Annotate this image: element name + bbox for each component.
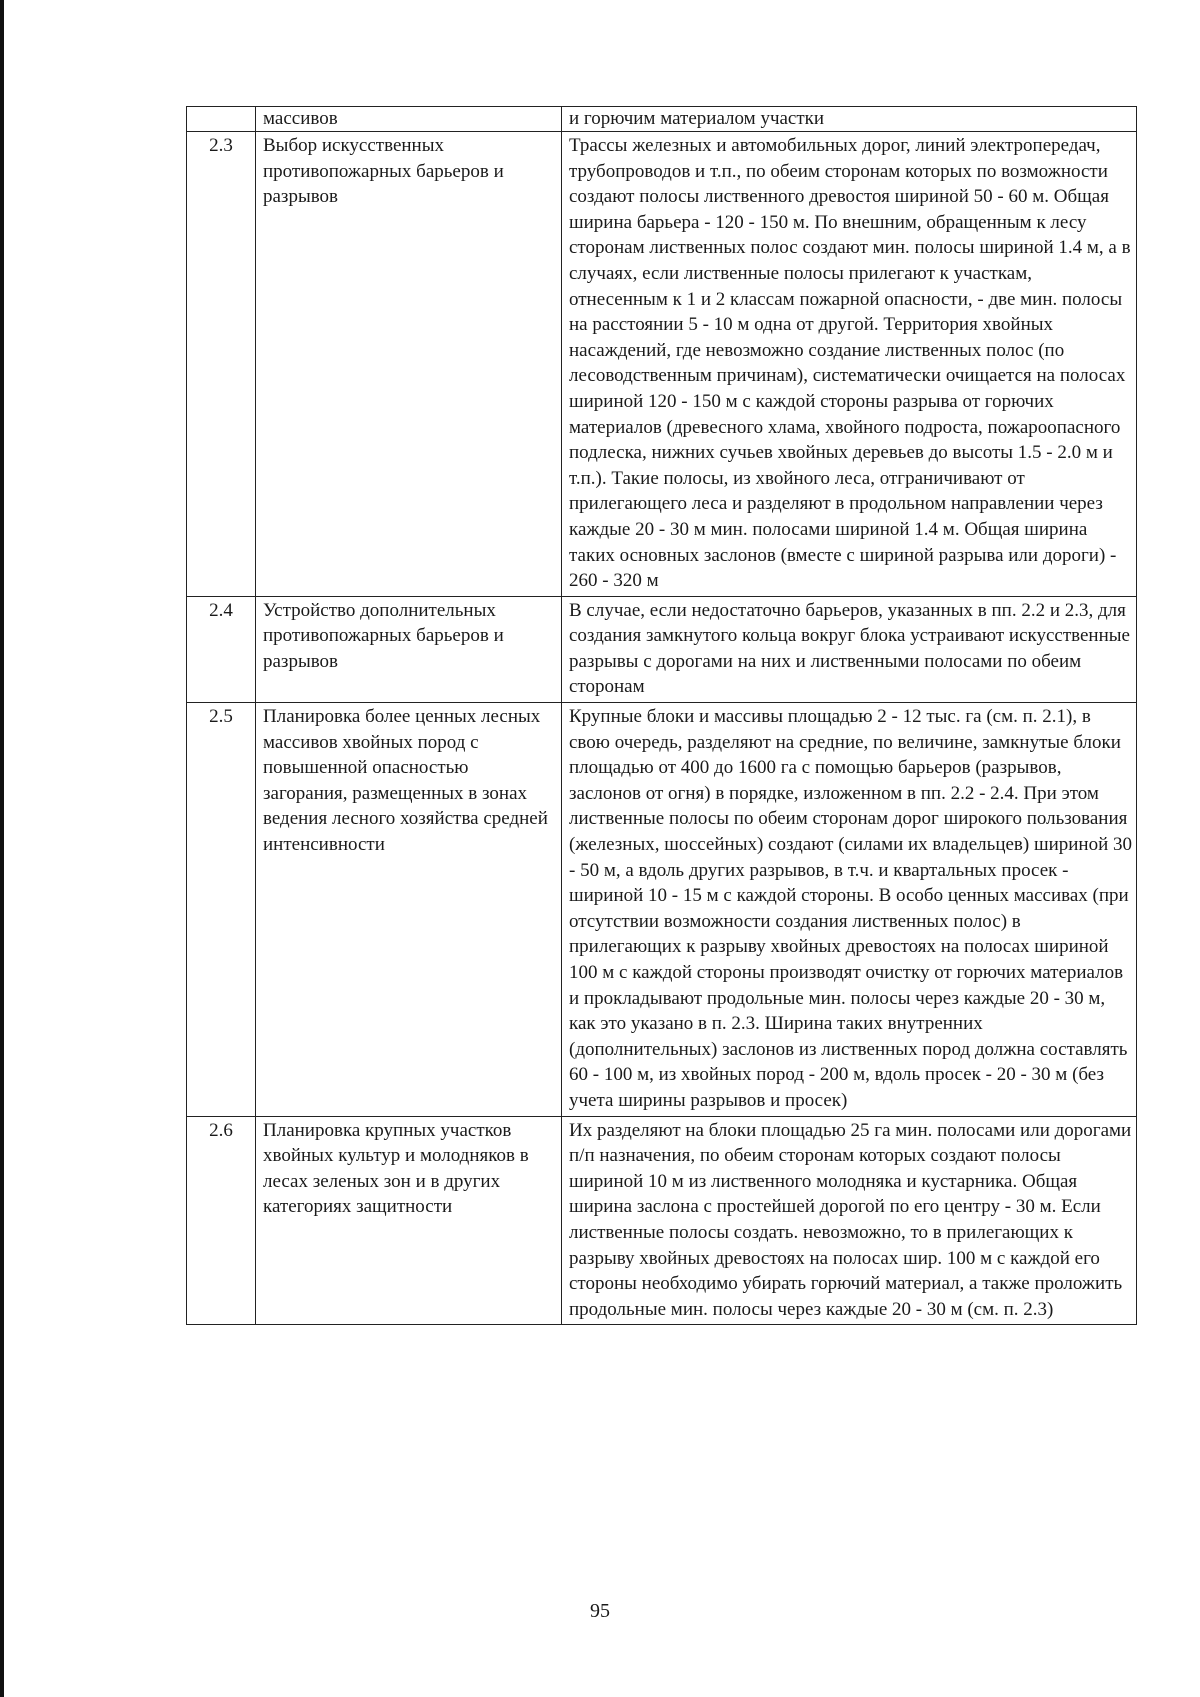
row-number: 2.6 [187,1116,256,1325]
row-description: и горючим материалом участки [562,107,1137,132]
measures-table [186,106,1137,1325]
row-description: Крупные блоки и массивы площадью 2 - 12 тыс. га (см. п. 2.1), в свою очередь, разделяют на средние, по величине, замкнутые блоки площадью от 400 до 1600 га с помощью барьеров (разрывов, заслонов от огня) в порядке, изложенном в пп. 2.2 - 2.4. При этом лиственные полосы по обеим сторонам дорог широкого пользования (железных, шоссейных) создают (силами их владельцев) шириной 30 - 50 м, а вдоль других разрывов, в т.ч. и квартальных просек - шириной 10 - 15 м с каждой стороны. В особо ценных массивах (при отсутствии возможности создания лиственных полос) в прилегающих к разрыву хвойных древостоях на полосах шириной 100 м с каждой стороны производят очистку от горючих материалов и прокладывают продольные мин. полосы через каждые 20 - 30 м, как это указано в п. 2.3. Ширина таких внутренних (дополнительных) заслонов из лиственных пород должна составлять 60 - 100 м, из хвойных пород - 200 м, вдоль просек - 20 - 30 м (без учета ширины разрывов и просек) [562,703,1137,1117]
table-row [187,1116,1137,1325]
page-number: 95 [590,1600,610,1622]
row-description: Трассы железных и автомобильных дорог, линий электропередач, трубопроводов и т.п., по обеим сторонам которых по возможности создают полосы лиственного древостоя шириной 50 - 60 м. Общая ширина барьера - 120 - 150 м. По внешним, обращенным к лесу сторонам лиственных полос создают мин. полосы шириной 1.4 м, а в случаях, если лиственные полосы прилегают к участкам, отнесенным к 1 и 2 классам пожарной опасности, - две мин. полосы на расстоянии 5 - 10 м одна от другой. Территория хвойных насаждений, где невозможно создание лиственных полос (по лесоводственным причинам), систематически очищается на полосах шириной 120 - 150 м с каждой стороны разрыва от горючих материалов (древесного хлама, хвойного подроста, пожароопасного подлеска, нижних сучьев хвойных деревьев до высоты 1.5 - 2.0 м и т.п.). Такие полосы, из хвойного леса, отграничивают от прилегающего леса и разделяют в продольном направлении через каждые 20 - 30 м мин. полосами шириной 1.4 м. Общая ширина таких основных заслонов (вместе с шириной разрыва или дороги) - 260 - 320 м [562,132,1137,597]
row-title: Планировка более ценных лесных массивов хвойных пород с повышенной опасностью загорания, размещенных в зонах ведения лесного хозяйства средней интенсивности [256,703,562,1117]
row-title: Планировка крупных участков хвойных культур и молодняков в лесах зеленых зон и в других категориях защитности [256,1116,562,1325]
scan-edge [0,0,4,1697]
row-description: Их разделяют на блоки площадью 25 га мин. полосами или дорогами п/п назначения, по обеим сторонам которых создают полосы шириной 10 м из лиственного молодняка и кустарника. Общая ширина заслона с простейшей дорогой по его центру - 30 м. Если лиственные полосы создать. невозможно, то в прилегающих к разрыву хвойных древостоях на полосах шир. 100 м с каждой его стороны необходимо убирать горючий материал, а также проложить продольные мин. полосы через каждые 20 - 30 м (см. п. 2.3) [562,1116,1137,1325]
row-title: массивов [256,107,562,132]
table-row [187,132,1137,597]
row-number: 2.4 [187,596,256,702]
table-row [187,703,1137,1117]
row-description: В случае, если недостаточно барьеров, указанных в пп. 2.2 и 2.3, для создания замкнутого кольца вокруг блока устраивают искусственные разрывы с дорогами на них и лиственными полосами по обеим сторонам [562,596,1137,702]
table-row [187,107,1137,132]
row-number: 2.3 [187,132,256,597]
table-row [187,596,1137,702]
row-number: 2.5 [187,703,256,1117]
row-title: Устройство дополнительных противопожарных барьеров и разрывов [256,596,562,702]
row-number [187,107,256,132]
row-title: Выбор искусственных противопожарных барьеров и разрывов [256,132,562,597]
